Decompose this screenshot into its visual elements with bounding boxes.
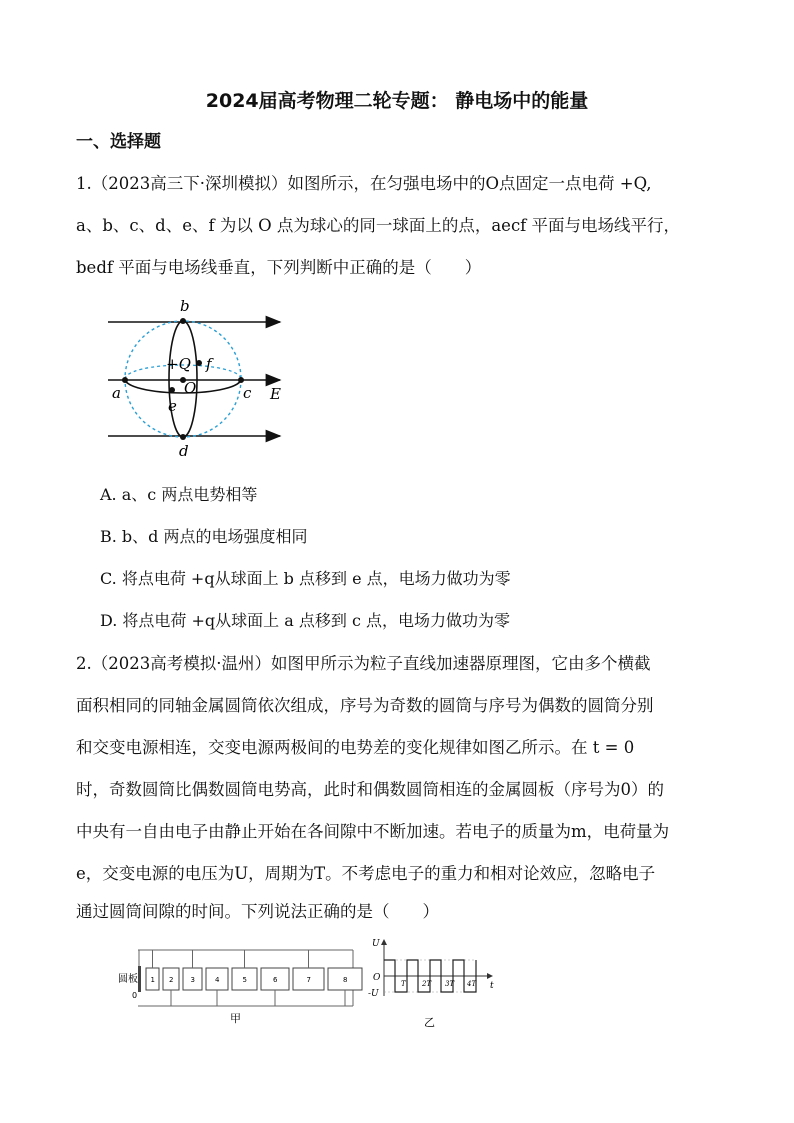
label-origin: O — [373, 973, 381, 983]
label-O: O — [184, 379, 197, 397]
label-b: b — [180, 297, 190, 315]
q2-voltage-graph — [368, 936, 498, 1031]
q1-option-a: A. a、c 两点电势相等 — [100, 485, 258, 504]
q2-accelerator-figure — [118, 936, 368, 1026]
plate-label: 圆板 — [118, 974, 138, 985]
q2-stem-line: e，交变电源的电压为U，周期为T。不考虑电子的重力和相对论效应，忽略电子 — [76, 864, 656, 883]
point-c — [238, 377, 244, 383]
point-b — [180, 318, 186, 324]
tube-number: 7 — [306, 976, 311, 984]
tube-number: 3 — [190, 976, 195, 984]
plate-zero: 0 — [132, 991, 138, 1000]
q1-option-d: D. 将点电荷 +q从球面上 a 点移到 c 点，电场力做功为零 — [100, 611, 511, 630]
q1-option-b: B. b、d 两点的电场强度相同 — [100, 527, 308, 546]
q2-stem-line: 面积相同的同轴金属圆筒依次组成，序号为奇数的圆筒与序号为偶数的圆筒分别 — [76, 696, 654, 715]
point-f — [196, 360, 202, 366]
label-Q: +Q — [166, 355, 191, 373]
tube-number: 4 — [215, 976, 220, 984]
label-c: c — [243, 384, 252, 402]
section-heading: 一、选择题 — [76, 132, 161, 152]
tube-number: 1 — [150, 976, 155, 984]
point-d — [180, 434, 186, 440]
label-a: a — [112, 384, 121, 402]
tube-number: 6 — [273, 976, 278, 984]
q2-stem-line: 和交变电源相连，交变电源两极间的电势差的变化规律如图乙所示。在 t = 0 — [76, 738, 635, 757]
label-t: t — [490, 981, 494, 991]
q1-option-c: C. 将点电荷 +q从球面上 b 点移到 e 点，电场力做功为零 — [100, 569, 511, 588]
label-e: e — [168, 397, 177, 415]
q1-stem-line: a、b、c、d、e、f 为以 O 点为球心的同一球面上的点，aecf 平面与电场线平行， — [76, 216, 681, 235]
tick-T: T — [401, 980, 406, 988]
tube-number: 2 — [169, 976, 174, 984]
q1-stem-line: 1.（2023高三下·深圳模拟）如图所示，在匀强电场中的O点固定一点电荷 +Q, — [76, 174, 652, 193]
tick-2T: 2T — [422, 980, 432, 988]
label-f: f — [206, 355, 212, 373]
figure-a-caption: 甲 — [230, 1012, 241, 1025]
label-E: E — [270, 385, 281, 403]
q1-stem-line: bedf 平面与电场线垂直，下列判断中正确的是（ ） — [76, 258, 482, 277]
page-title: 2024届高考物理二轮专题： 静电场中的能量 — [205, 90, 589, 112]
tube-number: 5 — [242, 976, 247, 984]
q2-stem-line: 中央有一自由电子由静止开始在各间隙中不断加速。若电子的质量为m，电荷量为 — [76, 822, 670, 841]
point-e — [169, 387, 175, 393]
q2-stem-line: 时，奇数圆筒比偶数圆筒电势高，此时和偶数圆筒相连的金属圆板（序号为0）的 — [76, 780, 664, 799]
point-a — [122, 377, 128, 383]
q1-sphere-figure — [100, 292, 300, 462]
plate — [138, 966, 141, 992]
tube-number: 8 — [343, 976, 348, 984]
label-negU: -U — [368, 989, 379, 999]
q2-stem-line: 通过圆筒间隙的时间。下列说法正确的是（ ） — [76, 902, 439, 921]
label-U: U — [372, 939, 380, 949]
figure-b-caption: 乙 — [424, 1016, 435, 1029]
label-d: d — [179, 442, 189, 460]
tick-4T: 4T — [467, 980, 477, 988]
q2-stem-line: 2.（2023高考模拟·温州）如图甲所示为粒子直线加速器原理图，它由多个横截 — [76, 654, 651, 673]
tick-3T: 3T — [445, 980, 455, 988]
